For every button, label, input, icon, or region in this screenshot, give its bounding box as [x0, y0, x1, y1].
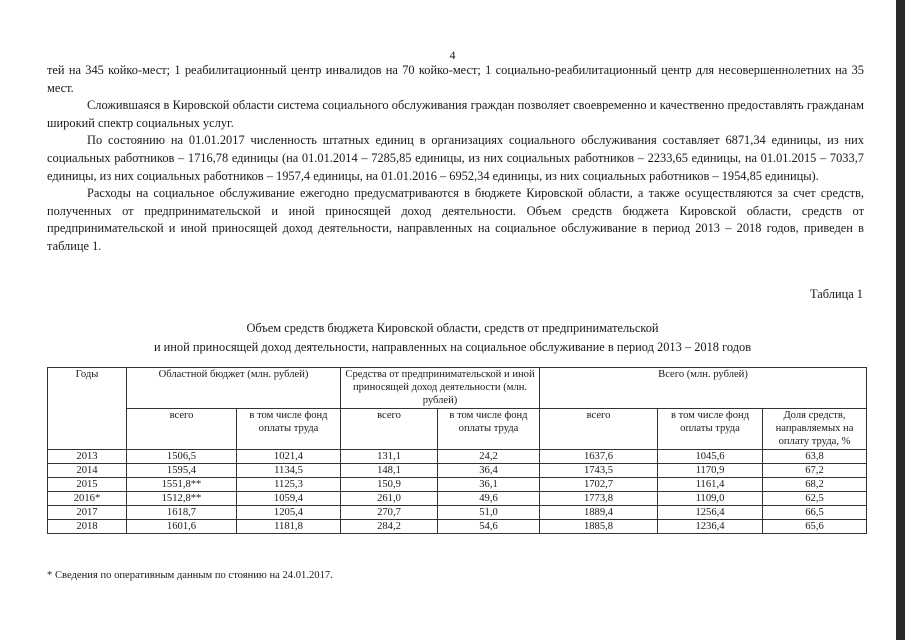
cell-value: 1618,7	[127, 506, 237, 520]
cell-value: 1125,3	[237, 478, 341, 492]
cell-value: 1702,7	[540, 478, 658, 492]
cell-value: 49,6	[438, 492, 540, 506]
table-label: Таблица 1	[810, 287, 863, 301]
cell-value: 1506,5	[127, 450, 237, 464]
cell-value: 54,6	[438, 520, 540, 534]
subheader-payroll: в том числе фонд оплаты труда	[438, 409, 540, 450]
cell-value: 1512,8**	[127, 492, 237, 506]
cell-value: 1595,4	[127, 464, 237, 478]
scan-edge	[896, 0, 905, 640]
cell-value: 1743,5	[540, 464, 658, 478]
cell-value: 1236,4	[658, 520, 763, 534]
table-title-line: и иной приносящей доход деятельности, направленных на социальное обслуживание в период 2013 – 2018 годов	[153, 339, 752, 354]
table-row	[48, 492, 867, 506]
cell-value: 1134,5	[237, 464, 341, 478]
cell-value: 36,4	[438, 464, 540, 478]
table-row	[48, 506, 867, 520]
cell-value: 36,1	[438, 478, 540, 492]
paragraph: Расходы на социальное обслуживание ежегодно предусматриваются в бюджете Кировской области, а также осуществляются за счет средств, полученных от предпринимательской и иной приносящей доход деятельности. Объем средств бюджета Кировской области, средств от предпринимательской и иной приносящей доход деятельности, направленных на социальное обслуживание в период 2013 – 2018 годов, приведен в таблице 1.	[47, 186, 864, 253]
cell-value: 1045,6	[658, 450, 763, 464]
cell-value: 1109,0	[658, 492, 763, 506]
header-regional-budget: Областной бюджет (млн. рублей)	[127, 368, 341, 409]
paragraph: По состоянию на 01.01.2017 численность штатных единиц в организациях социального обслуживания составляет 6871,34 единицы, из них социальных работников – 1716,78 единицы (на 01.01.2014 – 7285,85 единицы, из них социальных работников – 2233,65 единицы, на 01.01.2015 – 7033,7 единицы, из них социальных работников – 1957,4 единицы, на 01.01.2016 – 6952,34 единицы, из них социальных работников – 1954,85 единицы).	[47, 133, 864, 183]
cell-value: 1637,6	[540, 450, 658, 464]
table-title-line: Объем средств бюджета Кировской области, средств от предпринимательской	[246, 321, 659, 335]
cell-value: 1551,8**	[127, 478, 237, 492]
footnote: * Сведения по оперативным данным по стоянию на 24.01.2017.	[47, 570, 333, 581]
cell-year: 2018	[48, 520, 127, 534]
table-header-row	[48, 368, 867, 409]
paragraph: тей на 345 койко-мест; 1 реабилитационный центр инвалидов на 70 койко-мест; 1 социально-реабилитационный центр для несовершеннолетних на 35 мест.	[47, 63, 864, 95]
cell-value: 261,0	[341, 492, 438, 506]
subheader-payroll: в том числе фонд оплаты труда	[237, 409, 341, 450]
cell-value: 67,2	[763, 464, 867, 478]
cell-value: 1170,9	[658, 464, 763, 478]
cell-value: 1205,4	[237, 506, 341, 520]
cell-value: 131,1	[341, 450, 438, 464]
cell-value: 51,0	[438, 506, 540, 520]
cell-value: 63,8	[763, 450, 867, 464]
cell-year: 2015	[48, 478, 127, 492]
table-row	[48, 520, 867, 534]
page-number: 4	[449, 48, 456, 62]
cell-value: 1256,4	[658, 506, 763, 520]
cell-value: 66,5	[763, 506, 867, 520]
cell-value: 284,2	[341, 520, 438, 534]
cell-value: 1059,4	[237, 492, 341, 506]
subheader-total: всего	[341, 409, 438, 450]
cell-value: 24,2	[438, 450, 540, 464]
table-subheader-row	[48, 409, 867, 450]
table-row	[48, 478, 867, 492]
cell-value: 148,1	[341, 464, 438, 478]
header-years: Годы	[48, 368, 127, 450]
table-title	[0, 319, 905, 356]
subheader-share: Доля средств, направляемых на оплату труда, %	[763, 409, 867, 450]
cell-year: 2017	[48, 506, 127, 520]
budget-table	[47, 367, 867, 534]
body-text	[47, 62, 864, 256]
subheader-total: всего	[127, 409, 237, 450]
cell-value: 1181,8	[237, 520, 341, 534]
cell-value: 1885,8	[540, 520, 658, 534]
cell-value: 1601,6	[127, 520, 237, 534]
paragraph: Сложившаяся в Кировской области система социального обслуживания граждан позволяет своевременно и качественно предоставлять гражданам широкий спектр социальных услуг.	[47, 98, 864, 130]
subheader-total: всего	[540, 409, 658, 450]
cell-value: 65,6	[763, 520, 867, 534]
subheader-payroll: в том числе фонд оплаты труда	[658, 409, 763, 450]
header-business-funds: Средства от предпринимательской и иной приносящей доход деятельности (млн. рублей)	[341, 368, 540, 409]
cell-value: 1773,8	[540, 492, 658, 506]
cell-value: 270,7	[341, 506, 438, 520]
cell-year: 2013	[48, 450, 127, 464]
cell-value: 1161,4	[658, 478, 763, 492]
cell-year: 2016*	[48, 492, 127, 506]
cell-value: 62,5	[763, 492, 867, 506]
cell-value: 1889,4	[540, 506, 658, 520]
cell-value: 150,9	[341, 478, 438, 492]
cell-value: 68,2	[763, 478, 867, 492]
table-row	[48, 450, 867, 464]
cell-year: 2014	[48, 464, 127, 478]
table-row	[48, 464, 867, 478]
header-total: Всего (млн. рублей)	[540, 368, 867, 409]
cell-value: 1021,4	[237, 450, 341, 464]
